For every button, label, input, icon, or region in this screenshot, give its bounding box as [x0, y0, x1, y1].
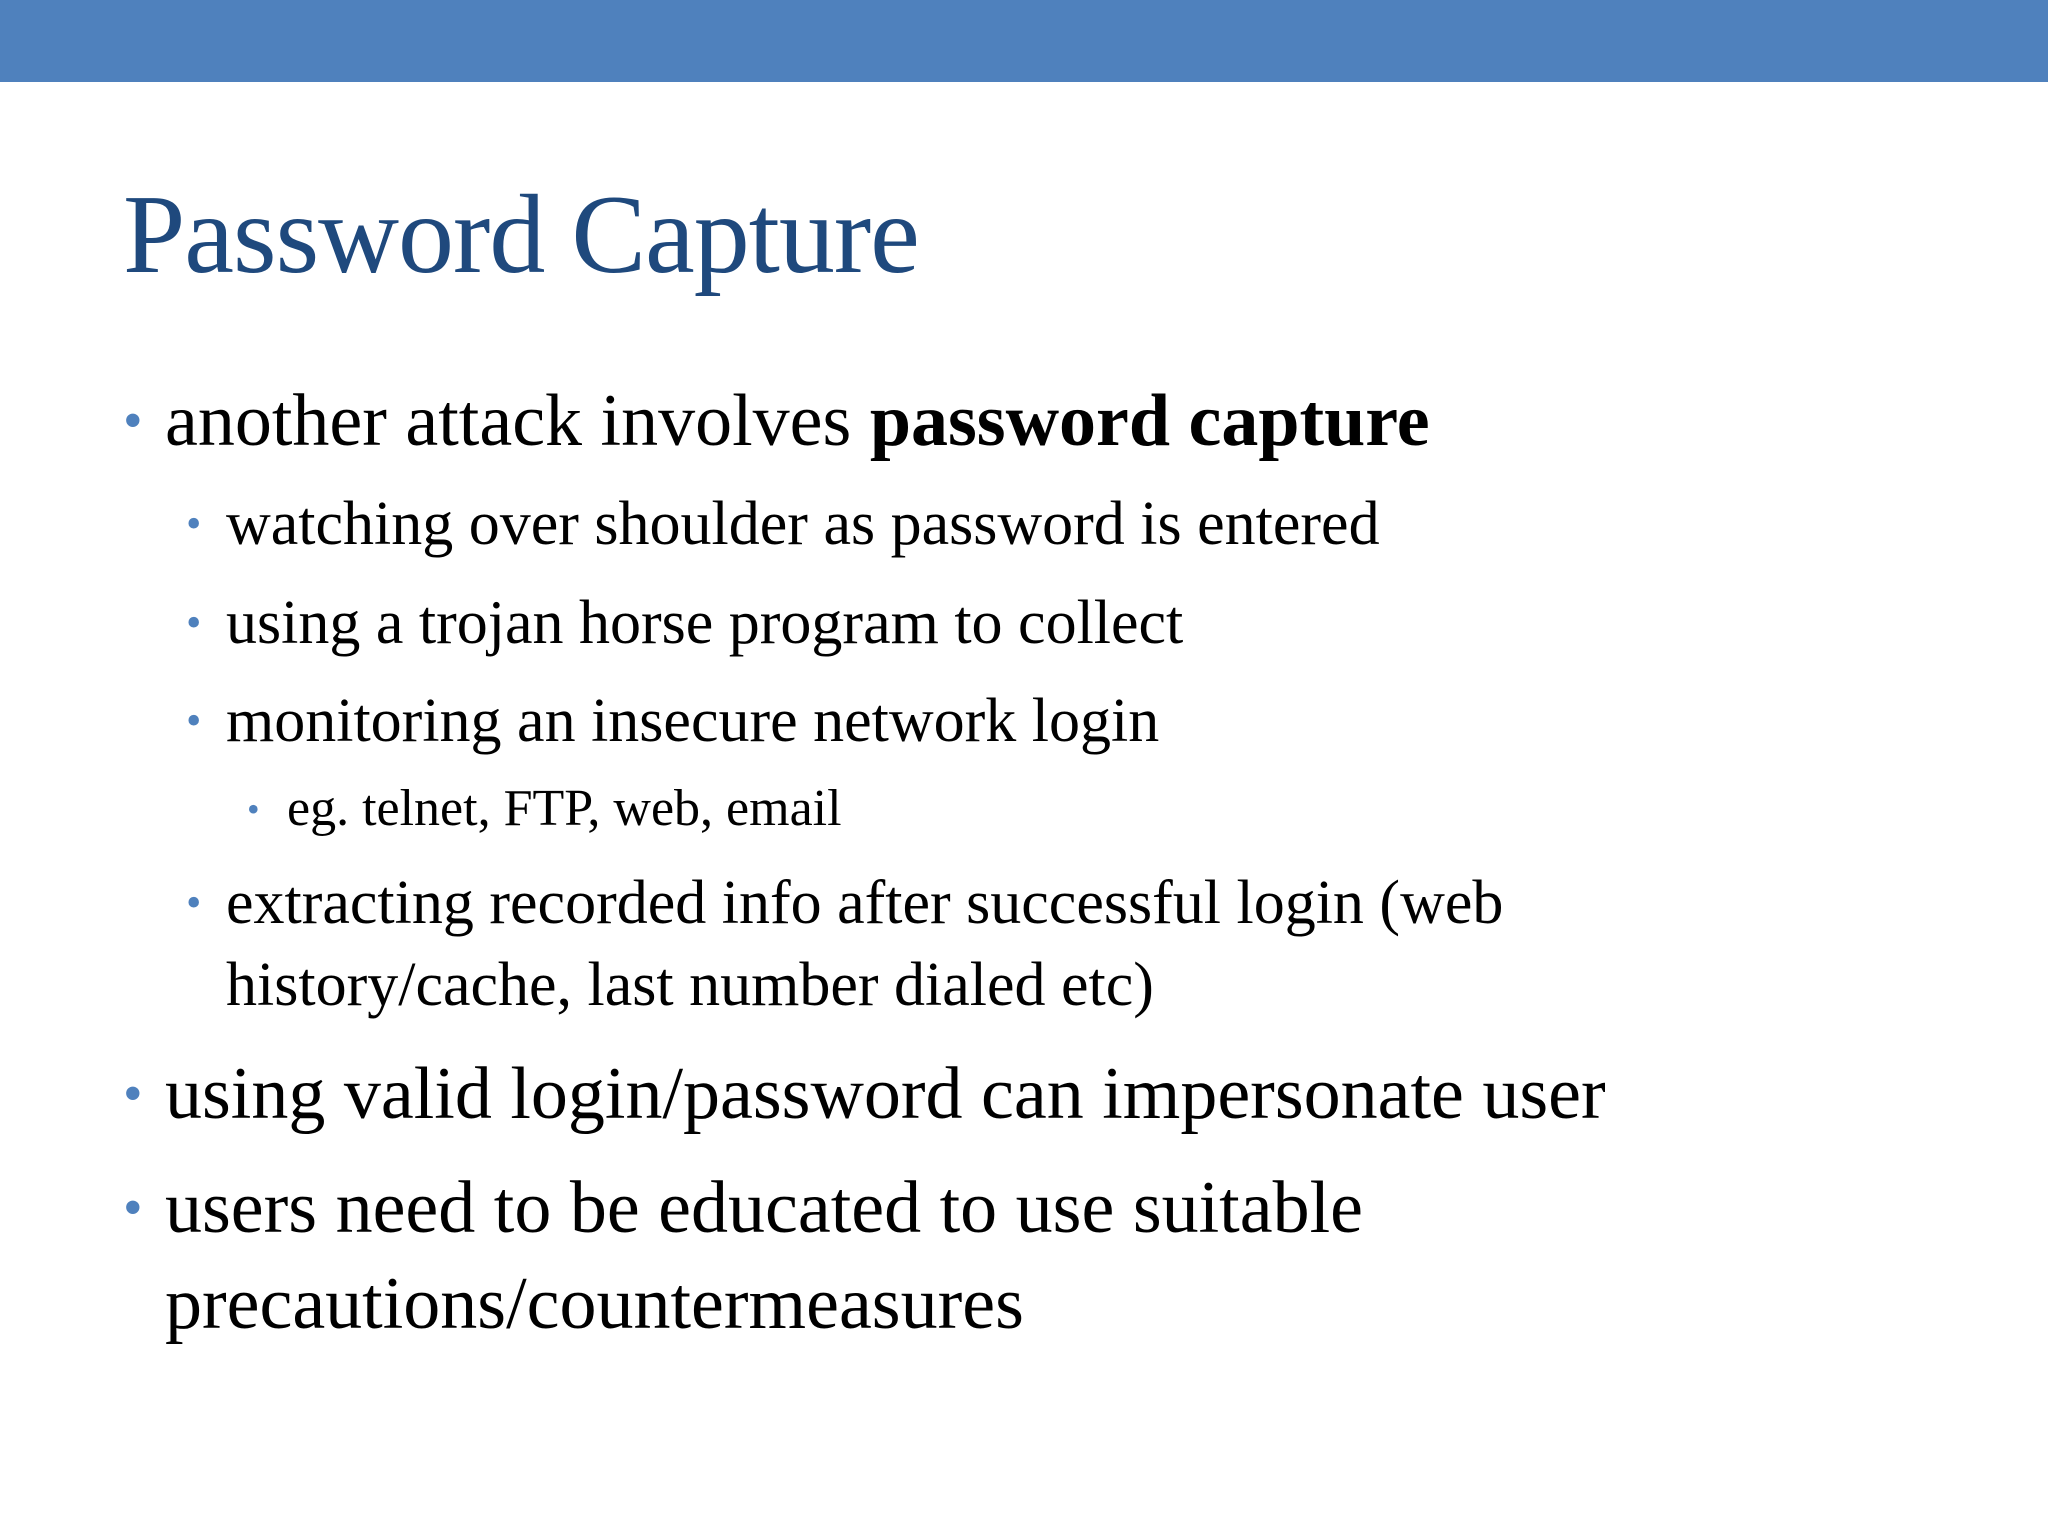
bullet-text-line2: history/cache, last number dialed etc) — [226, 951, 1154, 1019]
bullet-dot-icon: • — [123, 1063, 143, 1125]
bullet-dot-icon: • — [186, 878, 202, 927]
bullet-password-capture — [123, 373, 1430, 469]
bullet-text-line2: precautions/countermeasures — [165, 1263, 1024, 1345]
bullet-text: using valid login/password can impersonate user — [165, 1053, 1606, 1135]
bullet-dot-icon: • — [247, 789, 260, 829]
bullet-text: using a trojan horse program to collect — [226, 589, 1184, 657]
bullet-dot-icon: • — [123, 390, 143, 452]
sub-bullet-trojan-horse — [186, 582, 1184, 664]
bullet-text: eg. telnet, FTP, web, email — [287, 780, 842, 837]
bullet-dot-icon: • — [186, 499, 202, 548]
bullet-text-line1: extracting recorded info after successful login (web — [226, 869, 1504, 937]
bullet-dot-icon: • — [186, 696, 202, 745]
bullet-text-line1: users need to be educated to use suitable — [165, 1167, 1363, 1249]
bullet-dot-icon: • — [186, 598, 202, 647]
bullet-impersonate-user — [123, 1046, 1606, 1142]
slide-title: Password Capture — [123, 173, 919, 297]
bullet-emphasis: password capture — [869, 380, 1430, 462]
sub-bullet-network-monitoring — [186, 680, 1160, 762]
sub-bullet-recorded-info — [186, 862, 1504, 1026]
sub-sub-bullet-protocols — [247, 776, 842, 842]
bullet-text: watching over shoulder as password is entered — [226, 490, 1380, 558]
bullet-dot-icon: • — [123, 1177, 143, 1239]
bullet-text: another attack involves — [165, 380, 870, 462]
sub-bullet-shoulder-surfing — [186, 483, 1380, 565]
bullet-text: monitoring an insecure network login — [226, 687, 1160, 755]
bullet-user-education — [123, 1160, 1363, 1352]
header-accent-bar — [0, 0, 2048, 82]
